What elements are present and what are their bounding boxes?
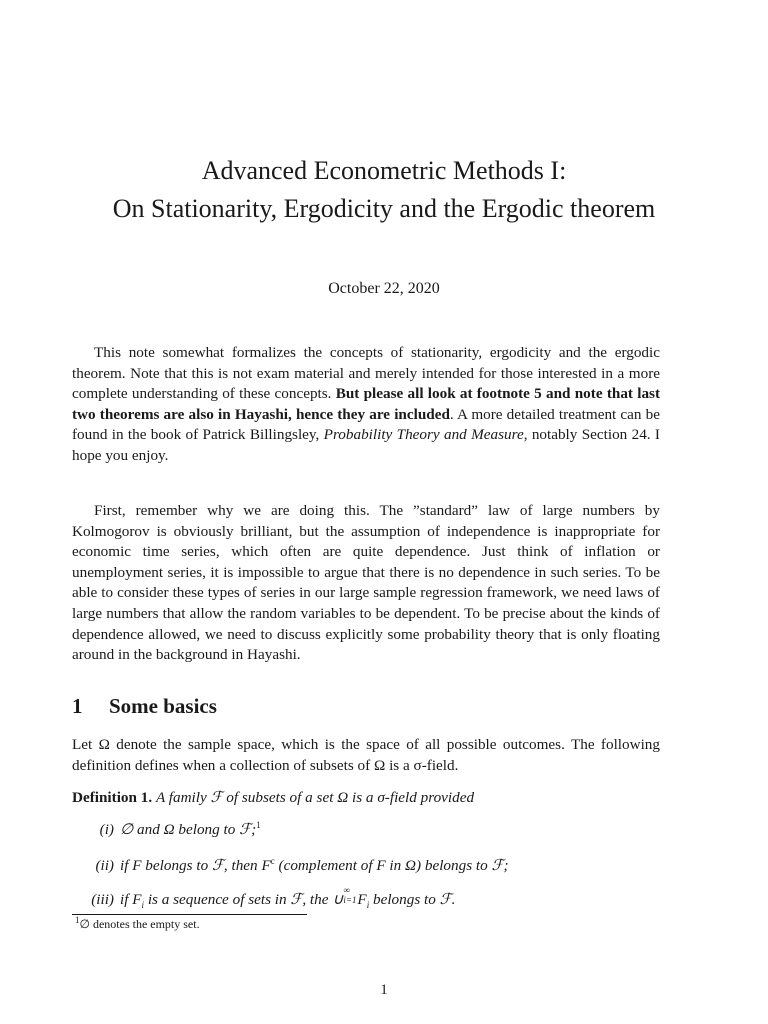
union-limits: ∞ i=1 (343, 885, 357, 905)
footnote-text: ∅ denotes the empty set. (79, 917, 200, 931)
item-label: (iii) (91, 891, 114, 908)
abstract-bold-note: But please all look at footnote 5 and note that last two theorems are also in Hayashi, hence they are included (72, 385, 661, 423)
intro-paragraph: First, remember why we are doing this. The ”standard” law of large numbers by Kolmogorov is obviously brilliant, but the assumption of independence is inappropriate for economic time series, which often are quite dependence. Just think of inflation or unemployment series, it is impossible to argue that there is no dependence in such series. To be able to consider these types of series in our large sample regression framework, we need laws of large numbers that allow the random variables to be dependent. To be precise about the kinds of dependence allowed, we need to discuss explicitly some probability theory that is only floating around in the background in Hayashi. (72, 502, 660, 664)
book-title: Probability Theory and Measure (323, 426, 524, 444)
item-text-cont: (complement of F in Ω) belongs to ℱ; (274, 857, 509, 874)
list-item (82, 820, 261, 839)
abstract-text-1: This note somewhat formalizes the concepts of stationarity, ergodicity and the ergodic theorem. Note that this is not exam material and merely intended for those interested in a more complete understanding of these concepts. (72, 344, 660, 403)
section-number: 1 (72, 694, 83, 718)
footnote-mark: 1 (75, 915, 80, 925)
item-label: (i) (99, 821, 114, 838)
item-text-end: belongs to ℱ. (369, 891, 456, 908)
section-heading (72, 694, 217, 719)
section-title: Some basics (109, 694, 217, 718)
complement-superscript: c (270, 855, 275, 866)
footnote-divider (72, 914, 307, 915)
list-item (82, 856, 509, 875)
abstract-text-3: , notably Section 24. I hope you enjoy. (72, 426, 660, 464)
list-item (76, 885, 456, 911)
item-label: (ii) (95, 857, 114, 874)
abstract-paragraph (72, 343, 660, 467)
item-text: ∅ and Ω belong to ℱ; (120, 821, 257, 838)
index-subscript: i (141, 900, 145, 911)
definition-label: Definition 1. (72, 789, 153, 806)
paper-date: October 22, 2020 (328, 280, 440, 297)
basics-paragraph: Let Ω denote the sample space, which is the space of all possible outcomes. The following definition defines when a collection of subsets of Ω is a σ-field. (72, 736, 660, 774)
item-text-cont: is a sequence of sets in ℱ, the ∪ (144, 891, 344, 908)
footnote-ref: 1 (256, 819, 261, 830)
item-text: if F (120, 891, 142, 908)
title-line-1: Advanced Econometric Methods I: (201, 156, 567, 185)
index-subscript: i (366, 900, 370, 911)
page-number: 1 (380, 982, 388, 998)
footnote (75, 917, 200, 932)
definition-1 (72, 788, 660, 808)
definition-body: A family ℱ of subsets of a set Ω is a σ-field provided (155, 789, 475, 806)
item-text-f: F (357, 891, 367, 908)
title-line-2: On Stationarity, Ergodicity and the Ergodic theorem (112, 194, 656, 223)
item-text: if F belongs to ℱ, then F (120, 857, 271, 874)
paper-title (0, 152, 768, 228)
abstract-text-2: . A more detailed treatment can be found in the book of Patrick Billingsley, (72, 405, 660, 444)
